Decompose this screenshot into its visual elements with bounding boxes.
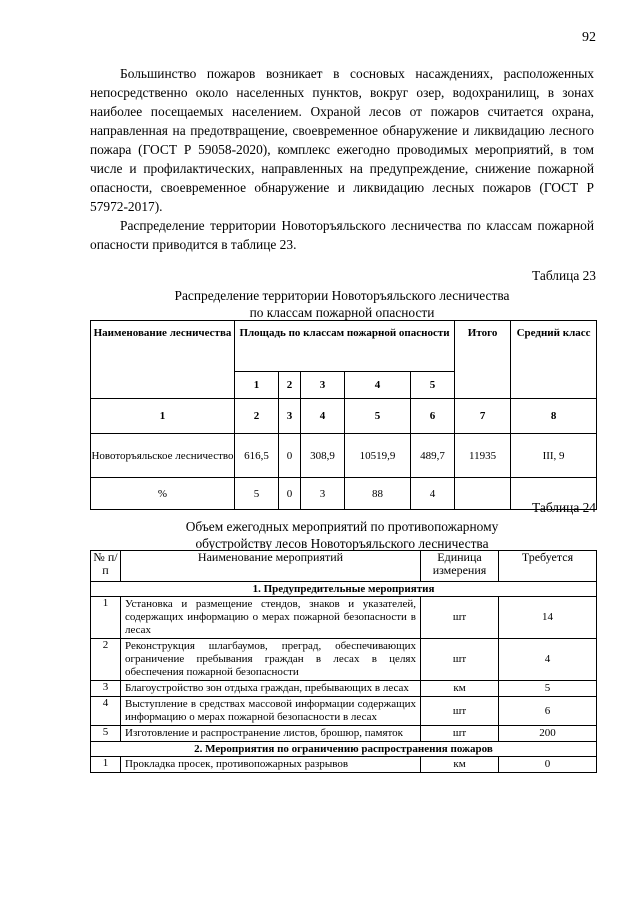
table-row [91, 597, 597, 639]
t24-cell-unit: км [421, 757, 499, 773]
t23-colnum-2: 2 [235, 399, 279, 434]
t24-header-unit: Единица измерения [421, 551, 499, 582]
t23-cell-total [455, 478, 511, 510]
table-row [91, 757, 597, 773]
t24-cell-num: 1 [91, 597, 121, 639]
t24-cell-unit: км [421, 681, 499, 697]
t24-cell-num: 3 [91, 681, 121, 697]
t24-header-req: Требуется [499, 551, 597, 582]
t24-cell-req: 6 [499, 697, 597, 726]
table-row [91, 726, 597, 742]
t23-colnum-3: 3 [279, 399, 301, 434]
t23-header-avg: Средний класс [511, 321, 597, 399]
t23-cell-c5: 489,7 [411, 434, 455, 478]
paragraph-1 [90, 64, 594, 216]
t24-header-name: Наименование мероприятий [121, 551, 421, 582]
t23-cell-c5: 4 [411, 478, 455, 510]
t23-cell-c1: 5 [235, 478, 279, 510]
table-row [91, 434, 597, 478]
table-24-title-line1: Объем ежегодных мероприятий по противопожарному [185, 519, 499, 534]
t24-cell-num: 5 [91, 726, 121, 742]
t24-cell-req: 5 [499, 681, 597, 697]
table-row [91, 681, 597, 697]
t24-cell-req: 200 [499, 726, 597, 742]
t24-cell-unit: шт [421, 726, 499, 742]
t24-cell-name: Выступление в средствах массовой информации содержащих информацию о мерах пожарной безопасности в лесах [121, 697, 421, 726]
t24-cell-req: 4 [499, 639, 597, 681]
t24-cell-name: Благоустройство зон отдыха граждан, пребывающих в лесах [121, 681, 421, 697]
table-24-title-line2: обустройству лесов Новоторъяльского лесничества [195, 536, 489, 551]
t23-class-5: 5 [411, 372, 455, 399]
t24-cell-num: 1 [91, 757, 121, 773]
t24-cell-name: Установка и размещение стендов, знаков и указателей, содержащих информацию о мерах пожарной безопасности в лесах [121, 597, 421, 639]
t23-cell-c3: 3 [301, 478, 345, 510]
table-row [91, 478, 597, 510]
t23-class-4: 4 [345, 372, 411, 399]
t24-header-num: № п/п [91, 551, 121, 582]
t23-cell-name: Новоторъяльское лесничество [91, 434, 235, 478]
t23-class-3: 3 [301, 372, 345, 399]
table-23-title [90, 287, 594, 321]
t24-cell-req: 14 [499, 597, 597, 639]
t23-cell-name: % [91, 478, 235, 510]
t23-colnum-4: 4 [301, 399, 345, 434]
table-23-title-line2: по классам пожарной опасности [249, 305, 435, 320]
t23-cell-total: 11935 [455, 434, 511, 478]
table-row [91, 639, 597, 681]
t23-header-area: Площадь по классам пожарной опасности [235, 321, 455, 372]
t24-cell-name: Изготовление и распространение листов, брошюр, памяток [121, 726, 421, 742]
t23-cell-c2: 0 [279, 434, 301, 478]
t24-cell-name: Прокладка просек, противопожарных разрывов [121, 757, 421, 773]
t23-cell-c4: 88 [345, 478, 411, 510]
table-24-title [90, 518, 594, 552]
t24-section-2: 2. Мероприятия по ограничению распространения пожаров [91, 742, 597, 757]
table-23 [90, 320, 597, 510]
t23-class-1: 1 [235, 372, 279, 399]
table-23-label: Таблица 23 [532, 268, 596, 283]
paragraph-2-text: Распределение территории Новоторъяльского лесничества по классам пожарной опасности приводится в таблице 23. [90, 218, 594, 252]
t24-cell-unit: шт [421, 597, 499, 639]
t23-colnum-5: 5 [345, 399, 411, 434]
table-23-title-line1: Распределение территории Новоторъяльского лесничества [174, 288, 510, 303]
t23-cell-avg: III, 9 [511, 434, 597, 478]
t23-cell-c1: 616,5 [235, 434, 279, 478]
page-number: 92 [582, 30, 596, 45]
t23-colnum-1: 1 [91, 399, 235, 434]
t23-cell-c3: 308,9 [301, 434, 345, 478]
t23-cell-c4: 10519,9 [345, 434, 411, 478]
paragraph-2 [90, 216, 594, 254]
t24-cell-unit: шт [421, 639, 499, 681]
t23-header-total: Итого [455, 321, 511, 399]
table-row [91, 697, 597, 726]
t23-colnum-7: 7 [455, 399, 511, 434]
paragraph-1-text: Большинство пожаров возникает в сосновых насаждениях, расположенных непосредственно около населенных пунктов, вокруг озер, водохранилищ, в зонах наиболее посещаемых населением. Охраной лесов от пожаров считается охрана, направленная на предотвращение, своевременное обнаружение и ликвидацию лесного пожара (ГОСТ Р 59058-2020), комплекс ежегодно проводимых мероприятий, в том числе и профилактических, направленных на предупреждение, снижение пожарной опасности, своевременное обнаружение и ликвидацию лесных пожаров (ГОСТ Р 57972-2017). [90, 66, 594, 214]
t24-cell-num: 4 [91, 697, 121, 726]
t24-section-1: 1. Предупредительные мероприятия [91, 582, 597, 597]
t24-cell-name: Реконструкция шлагбаумов, преград, обеспечивающих ограничение пребывания граждан в лесах в целях обеспечения пожарной безопасности [121, 639, 421, 681]
t24-cell-unit: шт [421, 697, 499, 726]
t24-cell-num: 2 [91, 639, 121, 681]
t23-class-2: 2 [279, 372, 301, 399]
t23-colnum-6: 6 [411, 399, 455, 434]
table-24-label: Таблица 24 [532, 500, 596, 515]
t24-cell-req: 0 [499, 757, 597, 773]
t23-header-name: Наименование лесничества [91, 321, 235, 399]
t23-cell-c2: 0 [279, 478, 301, 510]
table-24 [90, 550, 597, 773]
t23-colnum-8: 8 [511, 399, 597, 434]
